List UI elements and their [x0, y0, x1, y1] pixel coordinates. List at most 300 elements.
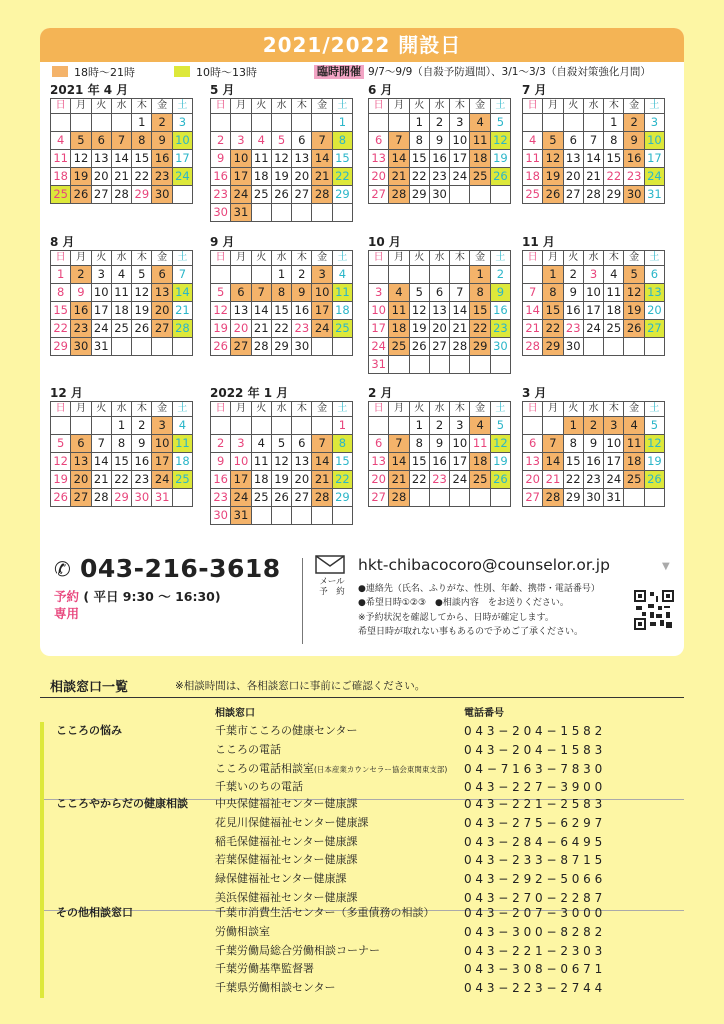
qr-code-icon[interactable] — [634, 590, 674, 630]
day-cell: 1 — [51, 266, 71, 284]
day-cell: 22 — [271, 320, 291, 338]
window-tel[interactable]: 043−221−2303 — [464, 943, 607, 958]
day-cell: 10 — [231, 150, 251, 168]
day-cell: 11 — [111, 284, 131, 302]
day-cell: 12 — [51, 453, 71, 471]
mail-line: ●連絡先（氏名、ふりがな、性別、年齢、携帯・電話番号） — [358, 584, 600, 594]
day-cell: 24 — [450, 471, 470, 489]
day-cell: 9 — [429, 132, 449, 150]
day-cell: 17 — [231, 168, 251, 186]
weekday-header: 月 — [231, 251, 251, 266]
month-calendar — [210, 235, 350, 356]
day-cell: 28 — [251, 338, 271, 356]
day-cell: 7 — [172, 266, 192, 284]
day-cell: 24 — [369, 338, 389, 356]
weekday-header: 木 — [604, 99, 624, 114]
day-cell: 15 — [563, 453, 583, 471]
day-cell: 12 — [271, 453, 291, 471]
day-cell: 18 — [604, 302, 624, 320]
day-cell: 19 — [490, 150, 510, 168]
weekday-header: 火 — [91, 99, 111, 114]
day-cell: 16 — [211, 471, 231, 489]
weekday-header: 木 — [292, 402, 312, 417]
weekday-header: 月 — [231, 99, 251, 114]
weekday-header: 日 — [211, 99, 231, 114]
day-cell: 10 — [604, 435, 624, 453]
weekday-header: 火 — [409, 402, 429, 417]
day-cell: 30 — [429, 186, 449, 204]
empty-cell — [450, 356, 470, 374]
weekday-header: 金 — [152, 251, 172, 266]
weekday-header: 金 — [470, 251, 490, 266]
day-cell: 28 — [172, 320, 192, 338]
day-cell: 10 — [644, 132, 664, 150]
day-cell: 5 — [490, 114, 510, 132]
weekday-header: 日 — [523, 402, 543, 417]
day-cell: 13 — [523, 453, 543, 471]
day-cell: 18 — [251, 168, 271, 186]
day-cell: 30 — [490, 338, 510, 356]
day-cell: 1 — [111, 417, 131, 435]
day-cell: 25 — [332, 320, 352, 338]
day-cell: 23 — [211, 186, 231, 204]
day-cell: 7 — [543, 435, 563, 453]
window-name — [215, 722, 358, 740]
empty-cell — [644, 338, 664, 356]
weekday-header: 日 — [523, 251, 543, 266]
day-cell: 25 — [604, 320, 624, 338]
day-cell: 7 — [523, 284, 543, 302]
day-cell: 21 — [172, 302, 192, 320]
day-cell: 11 — [389, 302, 409, 320]
weekday-header: 木 — [604, 402, 624, 417]
empty-cell — [271, 417, 291, 435]
weekday-header: 木 — [292, 99, 312, 114]
empty-cell — [251, 266, 271, 284]
day-cell: 31 — [369, 356, 389, 374]
day-cell: 17 — [583, 302, 603, 320]
day-cell: 5 — [624, 266, 644, 284]
day-cell: 15 — [604, 150, 624, 168]
weekday-header: 金 — [624, 251, 644, 266]
day-cell: 11 — [604, 284, 624, 302]
day-cell: 12 — [409, 302, 429, 320]
day-cell: 26 — [490, 471, 510, 489]
day-cell: 12 — [490, 132, 510, 150]
window-tel[interactable]: 04−7163−7830 — [464, 761, 607, 776]
day-cell: 9 — [583, 435, 603, 453]
day-cell: 4 — [523, 132, 543, 150]
window-name — [215, 814, 369, 832]
month-title: 6 月 — [368, 83, 393, 97]
mail-line: 希望日時が取れない事もあるので予めご了承ください。 — [358, 626, 584, 637]
weekday-header: 火 — [251, 99, 271, 114]
day-cell: 4 — [624, 417, 644, 435]
day-cell: 30 — [292, 338, 312, 356]
day-cell: 5 — [51, 435, 71, 453]
day-cell: 14 — [543, 453, 563, 471]
empty-cell — [429, 356, 449, 374]
day-cell: 21 — [389, 471, 409, 489]
day-cell: 18 — [523, 168, 543, 186]
empty-cell — [91, 417, 111, 435]
weekday-header: 月 — [543, 251, 563, 266]
day-cell: 16 — [211, 168, 231, 186]
window-tel[interactable]: 043−292−5066 — [464, 872, 607, 887]
window-tel[interactable]: 043−275−6297 — [464, 815, 607, 830]
window-tel[interactable]: 043−300−8282 — [464, 924, 607, 939]
window-tel[interactable]: 043−221−2583 — [464, 797, 607, 811]
page-title: 2021/2022 開設日 — [40, 28, 684, 62]
day-cell: 6 — [292, 435, 312, 453]
day-cell: 21 — [523, 320, 543, 338]
day-cell: 9 — [490, 284, 510, 302]
day-cell: 26 — [71, 186, 91, 204]
empty-cell — [624, 338, 644, 356]
month-title: 12 月 — [50, 386, 83, 400]
day-cell: 2 — [490, 266, 510, 284]
weekday-header: 火 — [91, 251, 111, 266]
day-cell: 2 — [583, 417, 603, 435]
day-cell: 12 — [543, 150, 563, 168]
day-cell: 14 — [389, 453, 409, 471]
empty-cell — [292, 507, 312, 525]
weekday-header: 火 — [409, 99, 429, 114]
day-cell: 14 — [251, 302, 271, 320]
day-cell: 4 — [51, 132, 71, 150]
day-cell: 25 — [470, 471, 490, 489]
triangle-down-icon: ▼ — [662, 561, 670, 572]
empty-cell — [132, 338, 152, 356]
day-cell: 24 — [604, 471, 624, 489]
weekday-header: 木 — [450, 402, 470, 417]
day-cell: 23 — [429, 471, 449, 489]
window-name-text: 千葉労働基準監督署 — [215, 962, 314, 976]
day-cell: 8 — [543, 284, 563, 302]
phone-number[interactable]: 043-216-3618 — [80, 554, 281, 583]
day-cell: 6 — [152, 266, 172, 284]
day-cell: 19 — [132, 302, 152, 320]
temp-tag: 臨時開催 — [314, 65, 364, 79]
month-title: 3 月 — [522, 386, 547, 400]
day-cell: 22 — [604, 168, 624, 186]
window-name-text: 若葉保健福祉センター健康課 — [215, 853, 358, 867]
weekday-header: 水 — [583, 402, 603, 417]
day-cell: 18 — [624, 453, 644, 471]
empty-cell — [251, 417, 271, 435]
day-cell: 9 — [71, 284, 91, 302]
day-cell: 10 — [369, 302, 389, 320]
day-cell: 30 — [563, 338, 583, 356]
day-cell: 15 — [132, 150, 152, 168]
weekday-header: 木 — [450, 251, 470, 266]
empty-cell — [312, 507, 332, 525]
day-cell: 24 — [231, 186, 251, 204]
day-cell: 11 — [470, 132, 490, 150]
empty-cell — [51, 417, 71, 435]
window-name-text: 千葉市こころの健康センター — [215, 724, 358, 737]
day-cell: 25 — [172, 471, 192, 489]
day-cell: 7 — [111, 132, 131, 150]
window-tel[interactable]: 043−204−1583 — [464, 742, 607, 757]
day-cell: 31 — [604, 489, 624, 507]
day-cell: 1 — [332, 417, 352, 435]
day-cell: 2 — [211, 132, 231, 150]
weekday-header: 火 — [563, 402, 583, 417]
window-tel[interactable]: 043−227−3900 — [464, 780, 607, 795]
day-cell: 17 — [604, 453, 624, 471]
day-cell: 1 — [604, 114, 624, 132]
mail-instructions — [358, 582, 628, 639]
day-cell: 24 — [152, 471, 172, 489]
day-cell: 15 — [470, 302, 490, 320]
mail-label: メール 予 約 — [319, 577, 345, 597]
weekday-header: 水 — [271, 402, 291, 417]
day-cell: 25 — [523, 186, 543, 204]
day-cell: 6 — [369, 132, 389, 150]
day-cell: 3 — [152, 417, 172, 435]
month-title: 10 月 — [368, 235, 401, 249]
day-cell: 1 — [563, 417, 583, 435]
weekday-header: 水 — [111, 99, 131, 114]
window-tel[interactable]: 043−223−2744 — [464, 981, 607, 996]
day-cell: 16 — [152, 150, 172, 168]
weekday-header: 金 — [624, 402, 644, 417]
window-name-text: こころの電話 — [215, 742, 281, 756]
col-tel-header: 電話番号 — [464, 708, 504, 719]
weekday-header: 火 — [251, 251, 271, 266]
day-cell: 29 — [543, 338, 563, 356]
weekday-header: 土 — [490, 251, 510, 266]
windows-note: ※相談時間は、各相談窓口に事前にご確認ください。 — [175, 680, 426, 692]
day-cell: 8 — [332, 435, 352, 453]
day-cell: 6 — [91, 132, 111, 150]
evening-label: 18時～21時 — [74, 66, 135, 79]
day-cell: 16 — [429, 150, 449, 168]
day-cell: 31 — [644, 186, 664, 204]
hours — [54, 587, 221, 605]
day-cell: 23 — [211, 489, 231, 507]
empty-cell — [563, 114, 583, 132]
day-cell: 26 — [624, 320, 644, 338]
day-cell: 21 — [251, 320, 271, 338]
reservation-only: 専用 — [54, 606, 80, 621]
empty-cell — [71, 417, 91, 435]
day-cell: 11 — [51, 150, 71, 168]
day-cell: 21 — [583, 168, 603, 186]
day-cell: 24 — [312, 320, 332, 338]
day-cell: 11 — [332, 284, 352, 302]
day-cell: 16 — [292, 302, 312, 320]
window-name — [215, 942, 380, 960]
day-cell: 2 — [429, 114, 449, 132]
day-cell: 3 — [583, 266, 603, 284]
weekday-header: 土 — [172, 251, 192, 266]
weekday-header: 日 — [51, 251, 71, 266]
day-cell: 27 — [563, 186, 583, 204]
day-cell: 21 — [312, 168, 332, 186]
day-cell: 23 — [563, 320, 583, 338]
day-cell: 18 — [389, 320, 409, 338]
weekday-header: 火 — [409, 251, 429, 266]
weekday-header: 日 — [369, 402, 389, 417]
day-cell: 5 — [211, 284, 231, 302]
window-name-text: こころの電話相談室 — [215, 761, 314, 775]
day-cell: 15 — [332, 453, 352, 471]
empty-cell — [211, 266, 231, 284]
empty-cell — [332, 338, 352, 356]
window-name-sub: (日本産業カウンセラー協会東関東支部) — [314, 764, 448, 774]
day-cell: 17 — [450, 150, 470, 168]
day-cell: 5 — [271, 435, 291, 453]
group-accent-bar — [40, 722, 44, 797]
window-name-text: 労働相談室 — [215, 924, 270, 938]
empty-cell — [271, 507, 291, 525]
day-cell: 30 — [211, 204, 231, 222]
weekday-header: 土 — [332, 99, 352, 114]
window-name — [215, 760, 447, 778]
day-cell: 29 — [332, 489, 352, 507]
weekday-header: 月 — [543, 402, 563, 417]
day-cell: 5 — [490, 417, 510, 435]
day-cell: 22 — [409, 168, 429, 186]
empty-cell — [172, 489, 192, 507]
day-cell: 24 — [644, 168, 664, 186]
day-cell: 8 — [409, 132, 429, 150]
day-cell: 21 — [111, 168, 131, 186]
day-cell: 7 — [389, 132, 409, 150]
day-cell: 2 — [211, 435, 231, 453]
day-cell: 3 — [231, 132, 251, 150]
day-cell: 28 — [389, 489, 409, 507]
day-cell: 22 — [470, 320, 490, 338]
day-cell: 9 — [429, 435, 449, 453]
day-cell: 17 — [172, 150, 192, 168]
empty-cell — [292, 417, 312, 435]
windows-divider — [40, 697, 684, 698]
day-cell: 24 — [91, 320, 111, 338]
day-cell: 29 — [563, 489, 583, 507]
empty-cell — [450, 489, 470, 507]
day-cell: 2 — [132, 417, 152, 435]
window-tel[interactable]: 043−207−3000 — [464, 906, 607, 920]
day-cell: 26 — [271, 489, 291, 507]
day-cell: 11 — [251, 453, 271, 471]
day-cell: 26 — [271, 186, 291, 204]
day-cell: 1 — [409, 114, 429, 132]
day-cell: 14 — [450, 302, 470, 320]
day-cell: 3 — [604, 417, 624, 435]
day-cell: 27 — [152, 320, 172, 338]
day-cell: 28 — [523, 338, 543, 356]
empty-cell — [251, 507, 271, 525]
day-cell: 3 — [91, 266, 111, 284]
empty-cell — [211, 114, 231, 132]
window-name-text: 稲毛保健福祉センター健康課 — [215, 834, 358, 848]
day-cell: 10 — [312, 284, 332, 302]
day-cell: 3 — [369, 284, 389, 302]
weekday-header: 土 — [332, 402, 352, 417]
schedule-card — [40, 28, 684, 656]
empty-cell — [429, 266, 449, 284]
day-cell: 14 — [523, 302, 543, 320]
window-name-text: 中央保健福祉センター健康課 — [215, 797, 358, 810]
day-cell: 27 — [231, 338, 251, 356]
day-cell: 7 — [251, 284, 271, 302]
day-cell: 22 — [409, 471, 429, 489]
day-cell: 30 — [583, 489, 603, 507]
window-tel[interactable]: 043−233−8715 — [464, 853, 607, 868]
empty-cell — [490, 356, 510, 374]
day-cell: 1 — [409, 417, 429, 435]
day-cell: 23 — [292, 320, 312, 338]
day-cell: 26 — [543, 186, 563, 204]
day-cell: 30 — [624, 186, 644, 204]
month-calendar — [368, 386, 508, 507]
window-tel[interactable]: 043−204−1582 — [464, 724, 607, 738]
empty-cell — [644, 489, 664, 507]
day-cell: 14 — [91, 453, 111, 471]
window-tel[interactable]: 043−308−0671 — [464, 962, 607, 977]
empty-cell — [91, 114, 111, 132]
month-calendar — [368, 83, 508, 204]
day-cell: 9 — [563, 284, 583, 302]
day-cell: 1 — [332, 114, 352, 132]
email-address[interactable]: hkt-chibacocoro@counselor.or.jp — [358, 556, 610, 574]
weekday-header: 月 — [231, 402, 251, 417]
empty-cell — [369, 114, 389, 132]
day-cell: 20 — [644, 302, 664, 320]
empty-cell — [389, 266, 409, 284]
weekday-header: 月 — [389, 99, 409, 114]
day-cell: 14 — [111, 150, 131, 168]
day-cell: 6 — [523, 435, 543, 453]
day-cell: 8 — [563, 435, 583, 453]
day-cell: 21 — [389, 168, 409, 186]
day-cell: 17 — [91, 302, 111, 320]
day-cell: 2 — [71, 266, 91, 284]
day-cell: 4 — [172, 417, 192, 435]
window-name-text: 千葉県労働相談センター — [215, 981, 336, 995]
day-cell: 19 — [543, 168, 563, 186]
day-cell: 15 — [409, 453, 429, 471]
phone-icon: ✆ — [54, 557, 71, 581]
empty-cell — [231, 417, 251, 435]
day-cell: 28 — [312, 186, 332, 204]
day-cell: 18 — [111, 302, 131, 320]
day-cell: 2 — [152, 114, 172, 132]
empty-cell — [369, 266, 389, 284]
weekday-header: 金 — [624, 99, 644, 114]
day-cell: 26 — [211, 338, 231, 356]
day-cell: 16 — [563, 302, 583, 320]
empty-cell — [543, 114, 563, 132]
day-cell: 29 — [271, 338, 291, 356]
day-cell: 8 — [409, 435, 429, 453]
day-cell: 11 — [523, 150, 543, 168]
window-name-text: 美浜保健福祉センター健康課 — [215, 891, 358, 904]
day-cell: 9 — [211, 150, 231, 168]
day-cell: 26 — [490, 168, 510, 186]
day-cell: 18 — [172, 453, 192, 471]
window-tel[interactable]: 043−284−6495 — [464, 834, 607, 849]
divider — [302, 558, 303, 644]
empty-cell — [51, 114, 71, 132]
month-calendar — [522, 83, 662, 204]
day-cell: 20 — [292, 471, 312, 489]
window-tel[interactable]: 043−270−2287 — [464, 891, 607, 905]
day-cell: 30 — [132, 489, 152, 507]
